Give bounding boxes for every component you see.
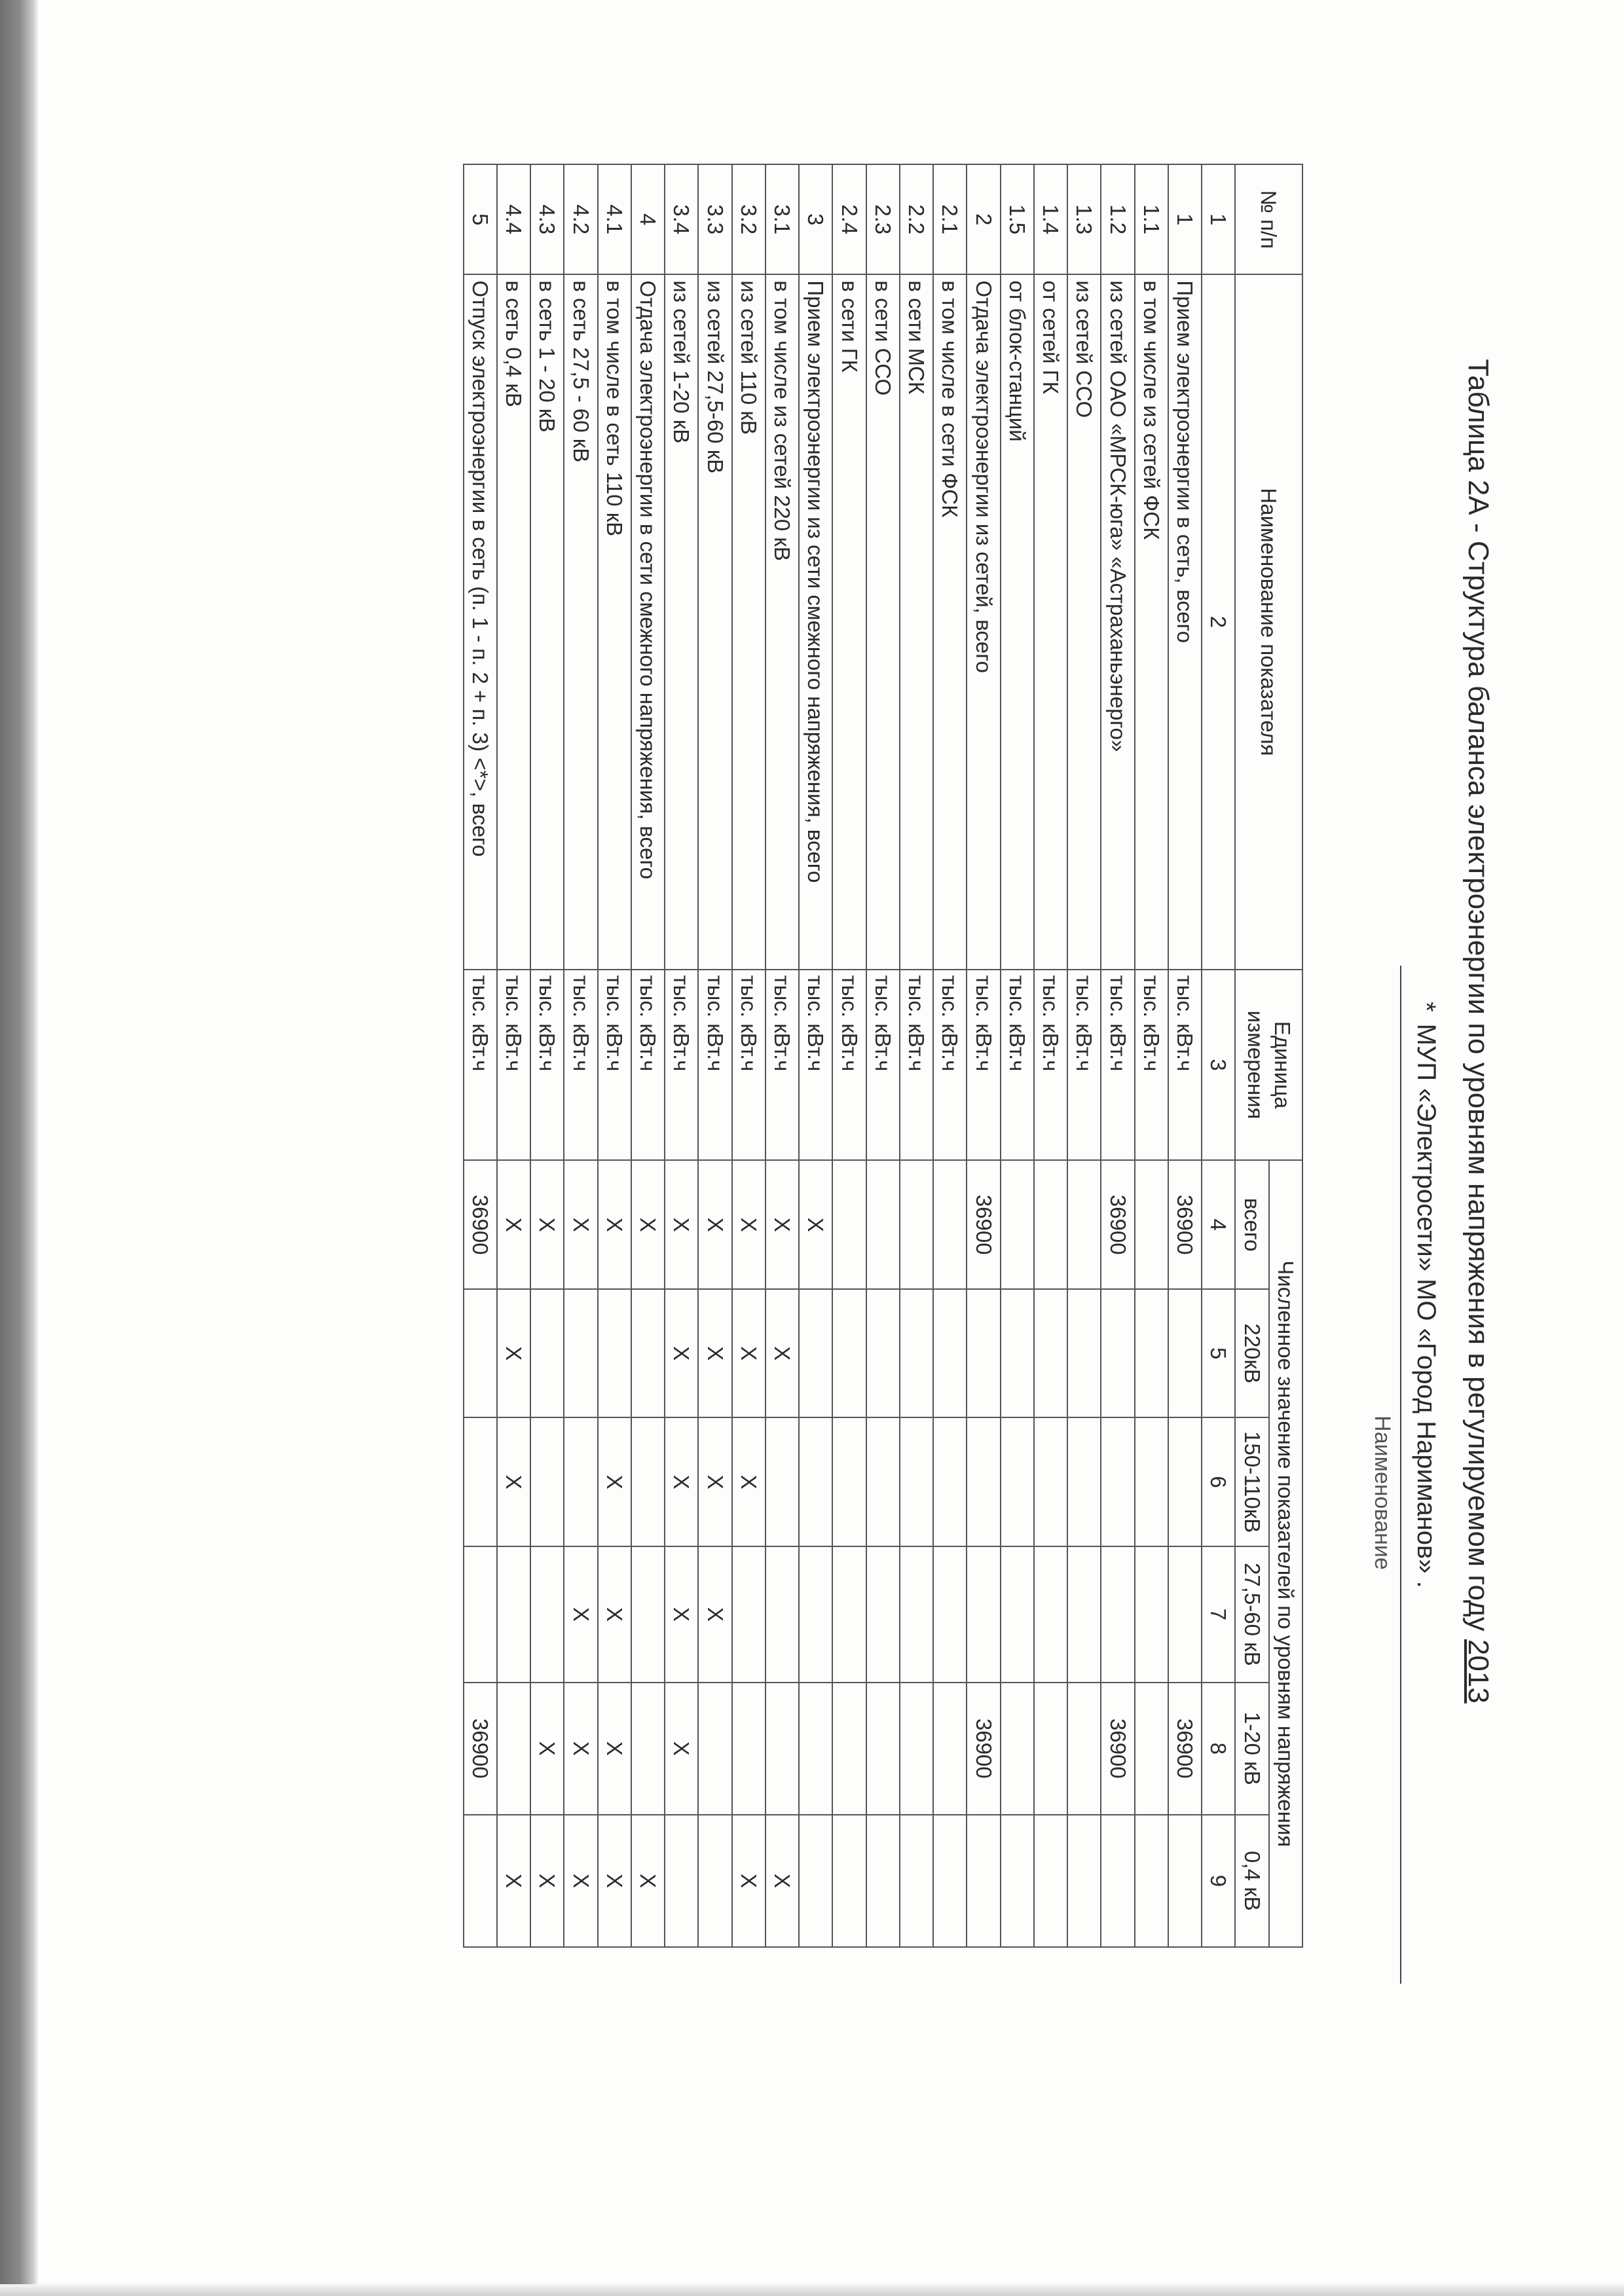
row-number: 1.5 <box>1001 164 1034 274</box>
value-total <box>933 1160 967 1289</box>
row-number: 1.1 <box>1135 164 1168 274</box>
value-04kv <box>1101 1815 1135 1947</box>
value-1-20kv <box>699 1683 732 1815</box>
table-row <box>1135 164 1168 1947</box>
row-unit: тыс. кВт.ч <box>933 970 967 1161</box>
value-150-110kv <box>631 1417 665 1546</box>
row-name: Отдача электроэнергии из сетей, всего <box>967 274 1001 969</box>
value-150-110kv: Х <box>699 1417 732 1546</box>
value-total: 36900 <box>1168 1160 1202 1289</box>
row-number: 3.2 <box>732 164 766 274</box>
value-1-20kv <box>1001 1683 1034 1815</box>
organization-caption: Наименование <box>1370 1415 1395 1570</box>
column-index: 2 <box>1202 274 1235 969</box>
value-total <box>1034 1160 1067 1289</box>
value-220kv <box>1067 1289 1101 1418</box>
table-row <box>900 164 933 1947</box>
value-220kv <box>866 1289 900 1418</box>
value-1-20kv <box>933 1683 967 1815</box>
header-150-110kv: 150-110кВ <box>1236 1417 1269 1546</box>
row-unit: тыс. кВт.ч <box>699 970 732 1161</box>
rotated-sheet <box>124 164 1500 1984</box>
value-150-110kv <box>530 1417 564 1546</box>
value-04kv <box>1067 1815 1101 1947</box>
table-row <box>631 164 665 1947</box>
value-total <box>1135 1160 1168 1289</box>
row-name: в сети МСК <box>900 274 933 969</box>
value-04kv <box>1034 1815 1067 1947</box>
value-27-60kv: Х <box>598 1546 631 1683</box>
value-150-110kv: Х <box>598 1417 631 1546</box>
value-27-60kv <box>732 1546 766 1683</box>
value-27-60kv <box>1034 1546 1067 1683</box>
row-unit: тыс. кВт.ч <box>464 970 497 1161</box>
column-index: 4 <box>1202 1160 1235 1289</box>
row-number: 3.1 <box>766 164 799 274</box>
row-name: из сетей ОАО «МРСК-юга» «Астраханьэнерго» <box>1101 274 1135 969</box>
value-total: Х <box>699 1160 732 1289</box>
value-total: Х <box>766 1160 799 1289</box>
table-row <box>1034 164 1067 1947</box>
value-1-20kv <box>866 1683 900 1815</box>
table-row <box>1001 164 1034 1947</box>
value-220kv <box>564 1289 598 1418</box>
row-unit: тыс. кВт.ч <box>530 970 564 1161</box>
value-04kv: Х <box>497 1815 530 1947</box>
row-name: в сети ССО <box>866 274 900 969</box>
value-total: Х <box>598 1160 631 1289</box>
value-04kv: Х <box>598 1815 631 1947</box>
row-name: в том числе в сеть 110 кВ <box>598 274 631 969</box>
value-220kv <box>1001 1289 1034 1418</box>
value-150-110kv <box>833 1417 866 1546</box>
header-values-group: Численное значение показателей по уровням напряжения <box>1269 1160 1302 1947</box>
value-220kv <box>933 1289 967 1418</box>
value-04kv: Х <box>530 1815 564 1947</box>
value-27-60kv <box>900 1546 933 1683</box>
row-name: Отпуск электроэнергии в сеть (п. 1 - п. 2 + п. 3) <*>, всего <box>464 274 497 969</box>
row-unit: тыс. кВт.ч <box>732 970 766 1161</box>
row-unit: тыс. кВт.ч <box>1168 970 1202 1161</box>
value-1-20kv <box>900 1683 933 1815</box>
value-total: Х <box>497 1160 530 1289</box>
header-name: Наименование показателя <box>1236 274 1303 969</box>
value-1-20kv <box>732 1683 766 1815</box>
value-220kv <box>833 1289 866 1418</box>
row-number: 4 <box>631 164 665 274</box>
value-04kv: Х <box>564 1815 598 1947</box>
value-220kv: Х <box>732 1289 766 1418</box>
header-1-20kv: 1-20 кВ <box>1236 1683 1269 1815</box>
value-150-110kv: Х <box>732 1417 766 1546</box>
row-unit: тыс. кВт.ч <box>665 970 698 1161</box>
row-number: 4.1 <box>598 164 631 274</box>
table-row <box>967 164 1001 1947</box>
value-220kv: Х <box>699 1289 732 1418</box>
header-27-60kv: 27,5-60 кВ <box>1236 1546 1269 1683</box>
value-1-20kv <box>1135 1683 1168 1815</box>
scan-bottom-edge <box>0 2284 1624 2296</box>
column-index: 1 <box>1202 164 1235 274</box>
header-04kv: 0,4 кВ <box>1236 1815 1269 1947</box>
value-27-60kv <box>799 1546 832 1683</box>
value-04kv <box>464 1815 497 1947</box>
row-unit: тыс. кВт.ч <box>1067 970 1101 1161</box>
value-27-60kv <box>967 1546 1001 1683</box>
value-220kv <box>598 1289 631 1418</box>
value-220kv <box>1034 1289 1067 1418</box>
row-unit: тыс. кВт.ч <box>766 970 799 1161</box>
row-unit: тыс. кВт.ч <box>497 970 530 1161</box>
value-27-60kv: Х <box>665 1546 698 1683</box>
column-index: 6 <box>1202 1417 1235 1546</box>
row-unit: тыс. кВт.ч <box>799 970 832 1161</box>
row-number: 2.1 <box>933 164 967 274</box>
table-row <box>665 164 698 1947</box>
value-04kv <box>967 1815 1001 1947</box>
row-unit: тыс. кВт.ч <box>900 970 933 1161</box>
row-name: в сеть 27,5 - 60 кВ <box>564 274 598 969</box>
value-04kv <box>933 1815 967 1947</box>
value-220kv: Х <box>665 1289 698 1418</box>
table-row <box>933 164 967 1947</box>
value-150-110kv: Х <box>497 1417 530 1546</box>
value-150-110kv <box>967 1417 1001 1546</box>
value-1-20kv <box>799 1683 832 1815</box>
table-row <box>866 164 900 1947</box>
value-total: Х <box>799 1160 832 1289</box>
row-unit: тыс. кВт.ч <box>598 970 631 1161</box>
row-unit: тыс. кВт.ч <box>833 970 866 1161</box>
table-row <box>598 164 631 1947</box>
value-1-20kv: Х <box>665 1683 698 1815</box>
table-row <box>564 164 598 1947</box>
value-1-20kv: 36900 <box>1101 1683 1135 1815</box>
header-num: № п/п <box>1236 164 1303 274</box>
row-number: 1.4 <box>1034 164 1067 274</box>
table-row <box>1101 164 1135 1947</box>
value-total <box>900 1160 933 1289</box>
value-150-110kv <box>933 1417 967 1546</box>
value-04kv: Х <box>766 1815 799 1947</box>
value-150-110kv <box>1034 1417 1067 1546</box>
value-27-60kv <box>530 1546 564 1683</box>
value-27-60kv <box>1135 1546 1168 1683</box>
value-220kv <box>900 1289 933 1418</box>
value-150-110kv <box>564 1417 598 1546</box>
organization-underline <box>1400 966 1401 1984</box>
value-04kv <box>665 1815 698 1947</box>
table-row <box>699 164 732 1947</box>
value-27-60kv: Х <box>564 1546 598 1683</box>
organization-mark: * <box>1412 1002 1441 1012</box>
value-150-110kv <box>1101 1417 1135 1546</box>
row-unit: тыс. кВт.ч <box>1135 970 1168 1161</box>
value-04kv <box>866 1815 900 1947</box>
value-27-60kv <box>833 1546 866 1683</box>
row-number: 2.2 <box>900 164 933 274</box>
organization-name: МУП «Электросети» МО «Город Нариманов» . <box>1412 1023 1441 1588</box>
value-total <box>866 1160 900 1289</box>
row-number: 3 <box>799 164 832 274</box>
organization-name-block <box>1411 1002 1441 1984</box>
row-number: 1.3 <box>1067 164 1101 274</box>
column-index: 3 <box>1202 970 1235 1161</box>
row-name: от блок-станций <box>1001 274 1034 969</box>
column-index: 5 <box>1202 1289 1235 1418</box>
value-220kv: Х <box>497 1289 530 1418</box>
value-27-60kv <box>766 1546 799 1683</box>
value-1-20kv <box>631 1683 665 1815</box>
value-220kv <box>631 1289 665 1418</box>
value-total <box>1001 1160 1034 1289</box>
row-name: из сетей ССО <box>1067 274 1101 969</box>
value-27-60kv <box>631 1546 665 1683</box>
title-year: 2013 <box>1462 1639 1494 1704</box>
table-row <box>530 164 564 1947</box>
table-row <box>833 164 866 1947</box>
row-number: 1.2 <box>1101 164 1135 274</box>
row-name: Отдача электроэнергии в сети смежного напряжения, всего <box>631 274 665 969</box>
header-row-1 <box>1269 164 1302 1947</box>
value-total <box>833 1160 866 1289</box>
value-27-60kv <box>933 1546 967 1683</box>
value-27-60kv <box>497 1546 530 1683</box>
row-name: Прием электроэнергии в сеть, всего <box>1168 274 1202 969</box>
row-name: из сетей 1-20 кВ <box>665 274 698 969</box>
document-title <box>1462 164 1494 1899</box>
row-number: 1 <box>1168 164 1202 274</box>
value-1-20kv: 36900 <box>464 1683 497 1815</box>
value-220kv <box>799 1289 832 1418</box>
balance-table <box>463 164 1303 1948</box>
value-150-110kv <box>900 1417 933 1546</box>
value-220kv <box>1135 1289 1168 1418</box>
row-unit: тыс. кВт.ч <box>1001 970 1034 1161</box>
row-number: 2 <box>967 164 1001 274</box>
row-number: 4.4 <box>497 164 530 274</box>
table-row <box>799 164 832 1947</box>
value-total: 36900 <box>464 1160 497 1289</box>
row-name: в том числе из сетей 220 кВ <box>766 274 799 969</box>
value-total: Х <box>530 1160 564 1289</box>
row-unit: тыс. кВт.ч <box>967 970 1001 1161</box>
table-body <box>464 164 1236 1947</box>
row-unit: тыс. кВт.ч <box>564 970 598 1161</box>
value-27-60kv <box>1101 1546 1135 1683</box>
scan-left-edge <box>0 0 38 2296</box>
row-name: в сеть 1 - 20 кВ <box>530 274 564 969</box>
table-row <box>497 164 530 1947</box>
value-total: 36900 <box>1101 1160 1135 1289</box>
value-150-110kv <box>866 1417 900 1546</box>
row-number: 4.2 <box>564 164 598 274</box>
value-total: Х <box>665 1160 698 1289</box>
value-04kv: Х <box>631 1815 665 1947</box>
value-04kv: Х <box>732 1815 766 1947</box>
value-04kv <box>1135 1815 1168 1947</box>
value-27-60kv: Х <box>699 1546 732 1683</box>
column-index: 8 <box>1202 1683 1235 1815</box>
row-unit: тыс. кВт.ч <box>1034 970 1067 1161</box>
value-150-110kv <box>799 1417 832 1546</box>
value-150-110kv: Х <box>665 1417 698 1546</box>
value-150-110kv <box>1168 1417 1202 1546</box>
value-04kv <box>1001 1815 1034 1947</box>
row-name: в сеть 0,4 кВ <box>497 274 530 969</box>
value-150-110kv <box>766 1417 799 1546</box>
value-1-20kv <box>1067 1683 1101 1815</box>
value-total: Х <box>564 1160 598 1289</box>
value-220kv <box>464 1289 497 1418</box>
column-index-row <box>1202 164 1235 1947</box>
value-04kv <box>900 1815 933 1947</box>
column-index: 9 <box>1202 1815 1235 1947</box>
row-number: 3.3 <box>699 164 732 274</box>
title-text: Таблица 2А - Структура баланса электроэнергии по уровням напряжения в регулируемом году <box>1462 359 1494 1631</box>
column-index: 7 <box>1202 1546 1235 1683</box>
value-220kv <box>1168 1289 1202 1418</box>
value-150-110kv <box>1001 1417 1034 1546</box>
value-04kv <box>799 1815 832 1947</box>
row-name: в том числе из сетей ФСК <box>1135 274 1168 969</box>
value-27-60kv <box>1067 1546 1101 1683</box>
value-150-110kv <box>1067 1417 1101 1546</box>
table-row <box>1067 164 1101 1947</box>
value-04kv <box>699 1815 732 1947</box>
row-number: 2.4 <box>833 164 866 274</box>
value-27-60kv <box>464 1546 497 1683</box>
table-row <box>464 164 497 1947</box>
header-total: всего <box>1236 1160 1269 1289</box>
value-27-60kv <box>1168 1546 1202 1683</box>
table-row <box>766 164 799 1947</box>
row-number: 5 <box>464 164 497 274</box>
value-220kv <box>530 1289 564 1418</box>
row-number: 4.3 <box>530 164 564 274</box>
row-name: в сети ГК <box>833 274 866 969</box>
value-220kv <box>967 1289 1001 1418</box>
value-27-60kv <box>866 1546 900 1683</box>
row-number: 2.3 <box>866 164 900 274</box>
value-1-20kv: Х <box>564 1683 598 1815</box>
row-name: Прием электроэнергии из сети смежного напряжения, всего <box>799 274 832 969</box>
value-total: Х <box>631 1160 665 1289</box>
value-1-20kv <box>497 1683 530 1815</box>
value-total: Х <box>732 1160 766 1289</box>
value-1-20kv: 36900 <box>1168 1683 1202 1815</box>
table-row <box>1168 164 1202 1947</box>
value-04kv <box>1168 1815 1202 1947</box>
row-name: из сетей 110 кВ <box>732 274 766 969</box>
value-1-20kv <box>833 1683 866 1815</box>
row-unit: тыс. кВт.ч <box>1101 970 1135 1161</box>
table-row <box>732 164 766 1947</box>
value-total: 36900 <box>967 1160 1001 1289</box>
value-27-60kv <box>1001 1546 1034 1683</box>
row-number: 3.4 <box>665 164 698 274</box>
row-name: из сетей 27,5-60 кВ <box>699 274 732 969</box>
header-220kv: 220кВ <box>1236 1289 1269 1418</box>
row-name: в том числе в сети ФСК <box>933 274 967 969</box>
value-1-20kv: Х <box>530 1683 564 1815</box>
header-unit: Единица измерения <box>1236 970 1303 1161</box>
value-total <box>1067 1160 1101 1289</box>
row-name: от сетей ГК <box>1034 274 1067 969</box>
value-150-110kv <box>1135 1417 1168 1546</box>
value-220kv: Х <box>766 1289 799 1418</box>
value-220kv <box>1101 1289 1135 1418</box>
row-unit: тыс. кВт.ч <box>866 970 900 1161</box>
value-04kv <box>833 1815 866 1947</box>
value-1-20kv <box>766 1683 799 1815</box>
value-1-20kv <box>1034 1683 1067 1815</box>
value-150-110kv <box>464 1417 497 1546</box>
row-unit: тыс. кВт.ч <box>631 970 665 1161</box>
value-1-20kv: Х <box>598 1683 631 1815</box>
value-1-20kv: 36900 <box>967 1683 1001 1815</box>
